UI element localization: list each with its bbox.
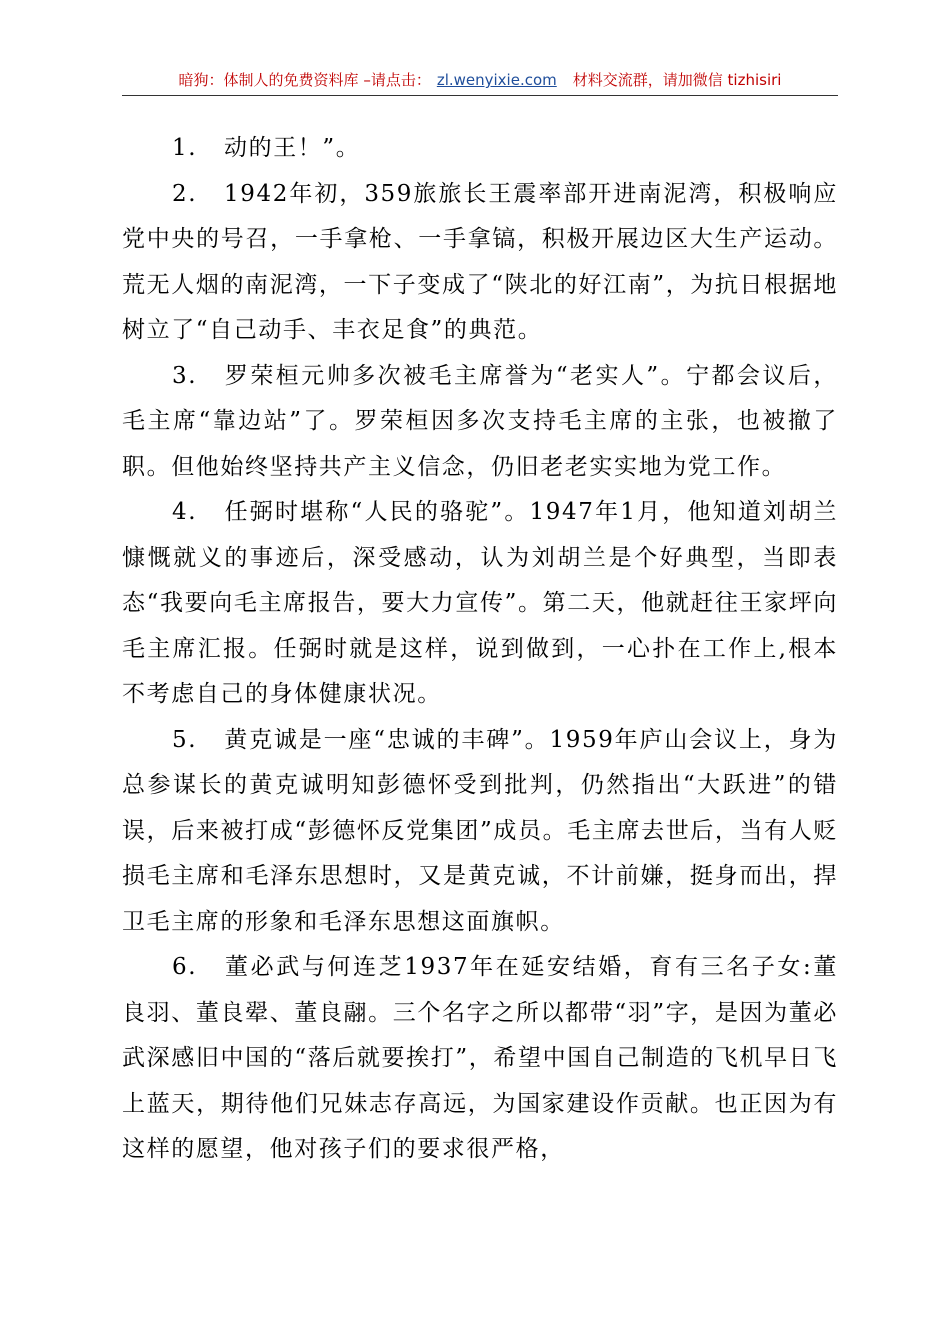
paragraph-number: 4.	[172, 499, 198, 525]
paragraph-text: 董必武与何连芝1937年在延安结婚，育有三名子女:董良羽、董良翚、董良翮。三个名字之所以都带“羽”字，是因为董必武深感旧中国的“落后就要挨打”，希望中国自己制造的飞机早日飞上蓝天，期待他们兄妹志存高远，为国家建设作贡献。也正因为有这样的愿望，他对孩子们的要求很严格，	[122, 954, 838, 1162]
paragraph-number: 1.	[172, 135, 198, 161]
page-header	[122, 69, 838, 96]
paragraph-text: 罗荣桓元帅多次被毛主席誉为“老实人”。宁都会议后，毛主席“靠边站”了。罗荣桓因多次支持毛主席的主张，也被撤了职。但他始终坚持共产主义信念，仍旧老老实实地为党工作。	[122, 362, 838, 480]
header-contact-text: 材料交流群，请加微信 tizhisiri	[572, 71, 782, 89]
paragraph-text: 任弼时堪称“人民的骆驼”。1947年1月，他知道刘胡兰慷慨就义的事迹后，深受感动，认为刘胡兰是个好典型，当即表态“我要向毛主席报告，要大力宣传”。第二天，他就赶往王家坪向毛主席汇报。任弼时就是这样，说到做到，一心扑在工作上,根本不考虑自己的身体健康状况。	[122, 499, 838, 707]
paragraph	[122, 718, 838, 946]
header-link[interactable]: zl.wenyixie.com	[436, 71, 557, 89]
paragraph-number: 6.	[172, 954, 198, 980]
paragraph-text: 动的王！”。	[224, 135, 361, 161]
paragraph	[122, 490, 838, 718]
paragraph-number: 3.	[172, 362, 198, 389]
paragraph-number: 5.	[172, 726, 198, 753]
document-body	[122, 126, 838, 1173]
paragraph-number: 2.	[172, 180, 198, 207]
header-ad-text: 暗狗：体制人的免费资料库 –请点击：	[178, 71, 431, 89]
paragraph	[122, 945, 838, 1173]
paragraph	[122, 354, 838, 491]
paragraph-text: 1942年初，359旅旅长王震率部开进南泥湾，积极响应党中央的号召，一手拿枪、一手拿镐，积极开展边区大生产运动。荒无人烟的南泥湾，一下子变成了“陕北的好江南”，为抗日根据地树立了“自己动手、丰衣足食”的典范。	[122, 180, 838, 343]
paragraph	[122, 172, 838, 354]
paragraph-text: 黄克诚是一座“忠诚的丰碑”。1959年庐山会议上，身为总参谋长的黄克诚明知彭德怀受到批判，仍然指出“大跃进”的错误，后来被打成“彭德怀反党集团”成员。毛主席去世后，当有人贬损毛主席和毛泽东思想时，又是黄克诚，不计前嫌，挺身而出，捍卫毛主席的形象和毛泽东思想这面旗帜。	[122, 726, 838, 935]
paragraph	[122, 126, 838, 172]
